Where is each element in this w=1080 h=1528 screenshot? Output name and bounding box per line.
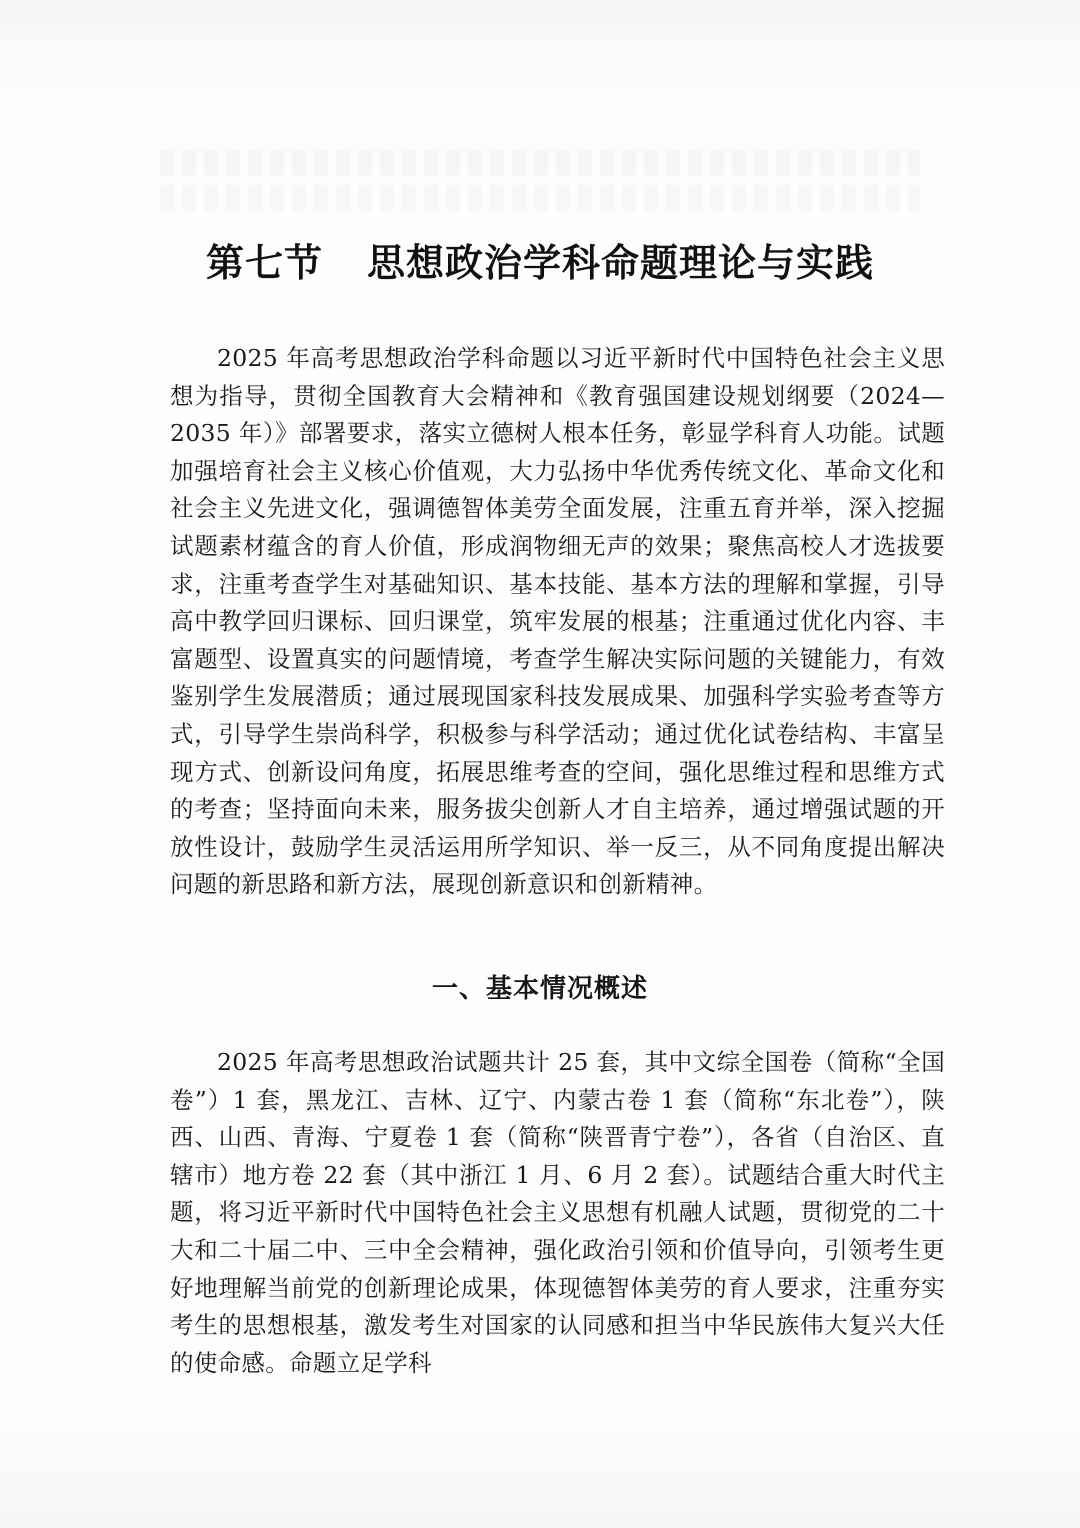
bleed-through-text [160, 150, 920, 176]
section-heading: 一、基本情况概述 [431, 974, 648, 1004]
chapter-title-text: 思想政治学科命题理论与实践 [367, 241, 875, 285]
section-paragraph: 2025 年高考思想政治试题共计 25 套，其中文综全国卷（简称“全国卷”）1 套，黑龙江、吉林、辽宁、内蒙古卷 1 套（简称“东北卷”），陕西、山西、青海、宁夏卷 1 套（简称“陕晋青宁卷”），各省（自治区、直辖市）地方卷 22 套（其中浙江 1 月、6 月 2 套）。试题结合重大时代主题，将习近平新时代中国特色社会主义思想有机融人试题，贯彻党的二十大和二十届二中、三中全会精神，强化政治引领和价值导向，引领考生更好地理解当前党的创新理论成果，体现德智体美劳的育人要求，注重夯实考生的思想根基，激发考生对国家的认同感和担当中华民族伟大复兴大任的使命感。命题立足学科 [170, 1048, 945, 1377]
intro-paragraph: 2025 年高考思想政治学科命题以习近平新时代中国特色社会主义思想为指导，贯彻全国教育大会精神和《教育强国建设规划纲要（2024—2035 年）》部署要求，落实立德树人根本任务，彰显学科育人功能。试题加强培育社会主义核心价值观，大力弘扬中华优秀传统文化、革命文化和社会主义先进文化，强调德智体美劳全面发展，注重五育并举，深入挖掘试题素材蕴含的育人价值，形成润物细无声的效果；聚焦高校人才选拔要求，注重考查学生对基础知识、基本技能、基本方法的理解和掌握，引导高中教学回归课标、回归课堂，筑牢发展的根基；注重通过优化内容、丰富题型、设置真实的问题情境，考查学生解决实际问题的关键能力，有效鉴别学生发展潜质；通过展现国家科技发展成果、加强科学实验考查等方式，引导学生崇尚科学，积极参与科学活动；通过优化试卷结构、丰富呈现方式、创新设问角度，拓展思维考查的空间，强化思维过程和思维方式的考查；坚持面向未来，服务拔尖创新人才自主培养，通过增强试题的开放性设计，鼓励学生灵活运用所学知识、举一反三，从不同角度提出解决问题的新思路和新方法，展现创新意识和创新精神。 [170, 344, 945, 899]
chapter-title [0, 232, 1080, 287]
section-number: 第七节 [205, 241, 323, 285]
bleed-through-text [160, 185, 920, 211]
